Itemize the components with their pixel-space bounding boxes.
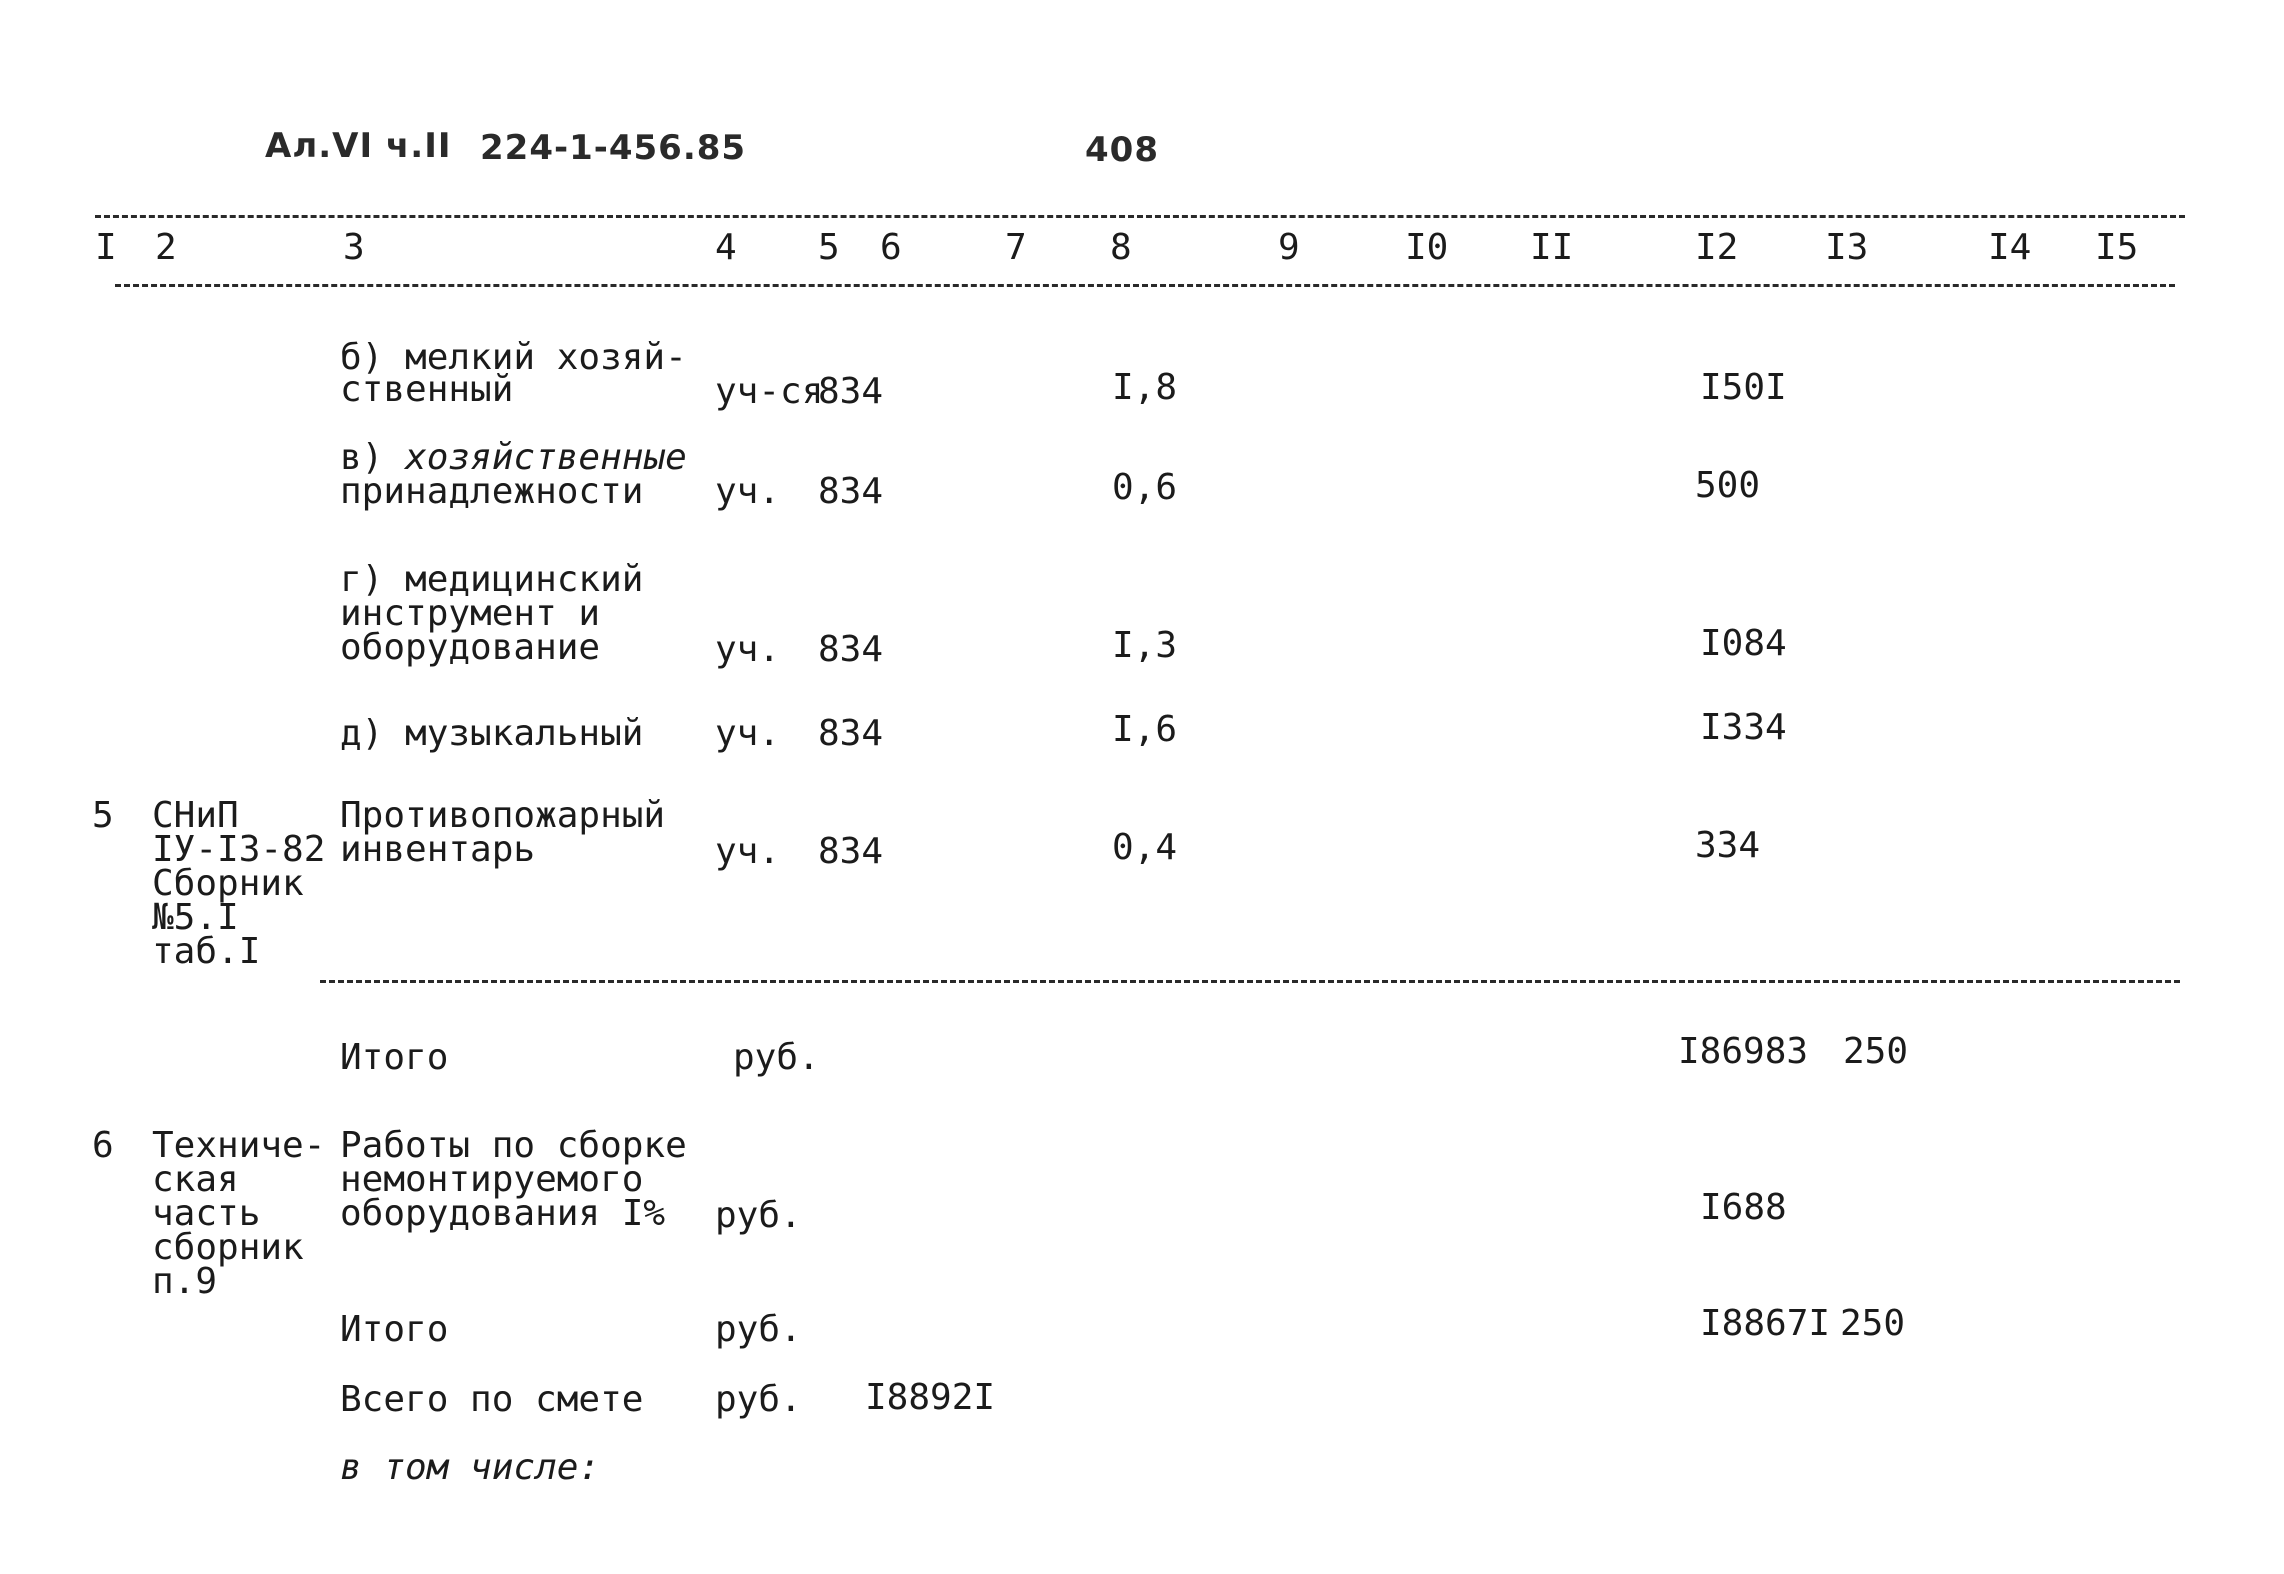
col-num-12: I2 (1695, 227, 1739, 268)
item-unit: уч. (715, 713, 781, 754)
item-rate: I,3 (1112, 625, 1178, 666)
subtotal-total: I86983 (1678, 1031, 1809, 1072)
item-total: I084 (1700, 623, 1787, 664)
basis-line: сборник (152, 1227, 304, 1268)
basis-line: Сборник (152, 863, 304, 904)
item-name-line: оборудования I% (340, 1193, 666, 1234)
row-number: 5 (92, 795, 114, 836)
item-name-line: инструмент и (340, 593, 601, 634)
item-name-line: д) музыкальный (340, 713, 644, 754)
subtotal-extra: 250 (1840, 1303, 1906, 1344)
item-quantity: 834 (818, 371, 884, 412)
item-rate: I,6 (1112, 709, 1178, 750)
subtotal-unit: руб. (715, 1309, 802, 1350)
item-name-line: принадлежности (340, 471, 644, 512)
basis-line: таб.I (152, 931, 261, 972)
header-top-rule (95, 215, 2185, 218)
item-rate: I,8 (1112, 367, 1178, 408)
item-name-line: инвентарь (340, 829, 536, 870)
col-num-3: 3 (343, 227, 365, 268)
grand-total-unit: руб. (715, 1379, 802, 1420)
item-unit: уч. (715, 629, 781, 670)
item-unit: уч. (715, 471, 781, 512)
item-unit: уч. (715, 831, 781, 872)
col-num-15: I5 (2095, 227, 2139, 268)
basis-line: СНиП (152, 795, 239, 836)
col-num-6: 6 (880, 227, 902, 268)
col-num-14: I4 (1988, 227, 2032, 268)
item-quantity: 834 (818, 713, 884, 754)
basis-line: п.9 (152, 1261, 218, 1302)
basis-line: №5.I (152, 897, 239, 938)
subtotal-total: I8867I (1700, 1303, 1831, 1344)
item-name-line: Работы по сборке (340, 1125, 687, 1166)
including-label: в том числе: (340, 1447, 601, 1488)
header-bottom-rule (115, 284, 2175, 287)
basis-line: Техниче- (152, 1125, 326, 1166)
col-num-11: II (1530, 227, 1574, 268)
item-name-line: в) хозяйственные (340, 437, 687, 478)
col-num-1: I (95, 227, 117, 268)
item-rate: 0,6 (1112, 467, 1178, 508)
col-num-13: I3 (1825, 227, 1869, 268)
basis-line: часть (152, 1193, 261, 1234)
col-num-5: 5 (818, 227, 840, 268)
item-name-line: немонтируемого (340, 1159, 644, 1200)
subtotal-extra: 250 (1843, 1031, 1909, 1072)
item-total: 334 (1695, 825, 1761, 866)
document-section-ref: Ал.VI ч.II (265, 126, 452, 166)
item-unit: уч-ся (715, 371, 824, 412)
item-name-line: Противопожарный (340, 795, 666, 836)
col-num-2: 2 (155, 227, 177, 268)
col-num-9: 9 (1278, 227, 1300, 268)
col-num-4: 4 (715, 227, 737, 268)
item-name-italic: хозяйственные (405, 437, 687, 478)
section-rule (320, 980, 2180, 983)
subtotal-label: Итого (340, 1037, 449, 1078)
item-unit: руб. (715, 1195, 802, 1236)
grand-total-value: I8892I (865, 1377, 996, 1418)
item-total: 500 (1695, 465, 1761, 506)
col-num-10: I0 (1405, 227, 1449, 268)
item-quantity: 834 (818, 629, 884, 670)
item-total: I334 (1700, 707, 1787, 748)
page-number: 408 (1085, 130, 1159, 170)
subtotal-label: Итого (340, 1309, 449, 1350)
row-number: 6 (92, 1125, 114, 1166)
item-name-line: г) медицинский (340, 559, 644, 600)
grand-total-label: Всего по смете (340, 1379, 644, 1420)
item-rate: 0,4 (1112, 827, 1178, 868)
col-num-8: 8 (1110, 227, 1132, 268)
col-num-7: 7 (1005, 227, 1027, 268)
item-name-line: оборудование (340, 627, 601, 668)
basis-line: IУ-I3-82 (152, 829, 326, 870)
item-name-line: б) мелкий хозяй- (340, 337, 687, 378)
item-name-line: ственный (340, 369, 514, 410)
subtotal-unit: руб. (733, 1037, 820, 1078)
item-total: I688 (1700, 1187, 1787, 1228)
basis-line: ская (152, 1159, 239, 1200)
item-total: I50I (1700, 367, 1787, 408)
document-number: 224-1-456.85 (480, 128, 747, 168)
item-quantity: 834 (818, 831, 884, 872)
item-quantity: 834 (818, 471, 884, 512)
